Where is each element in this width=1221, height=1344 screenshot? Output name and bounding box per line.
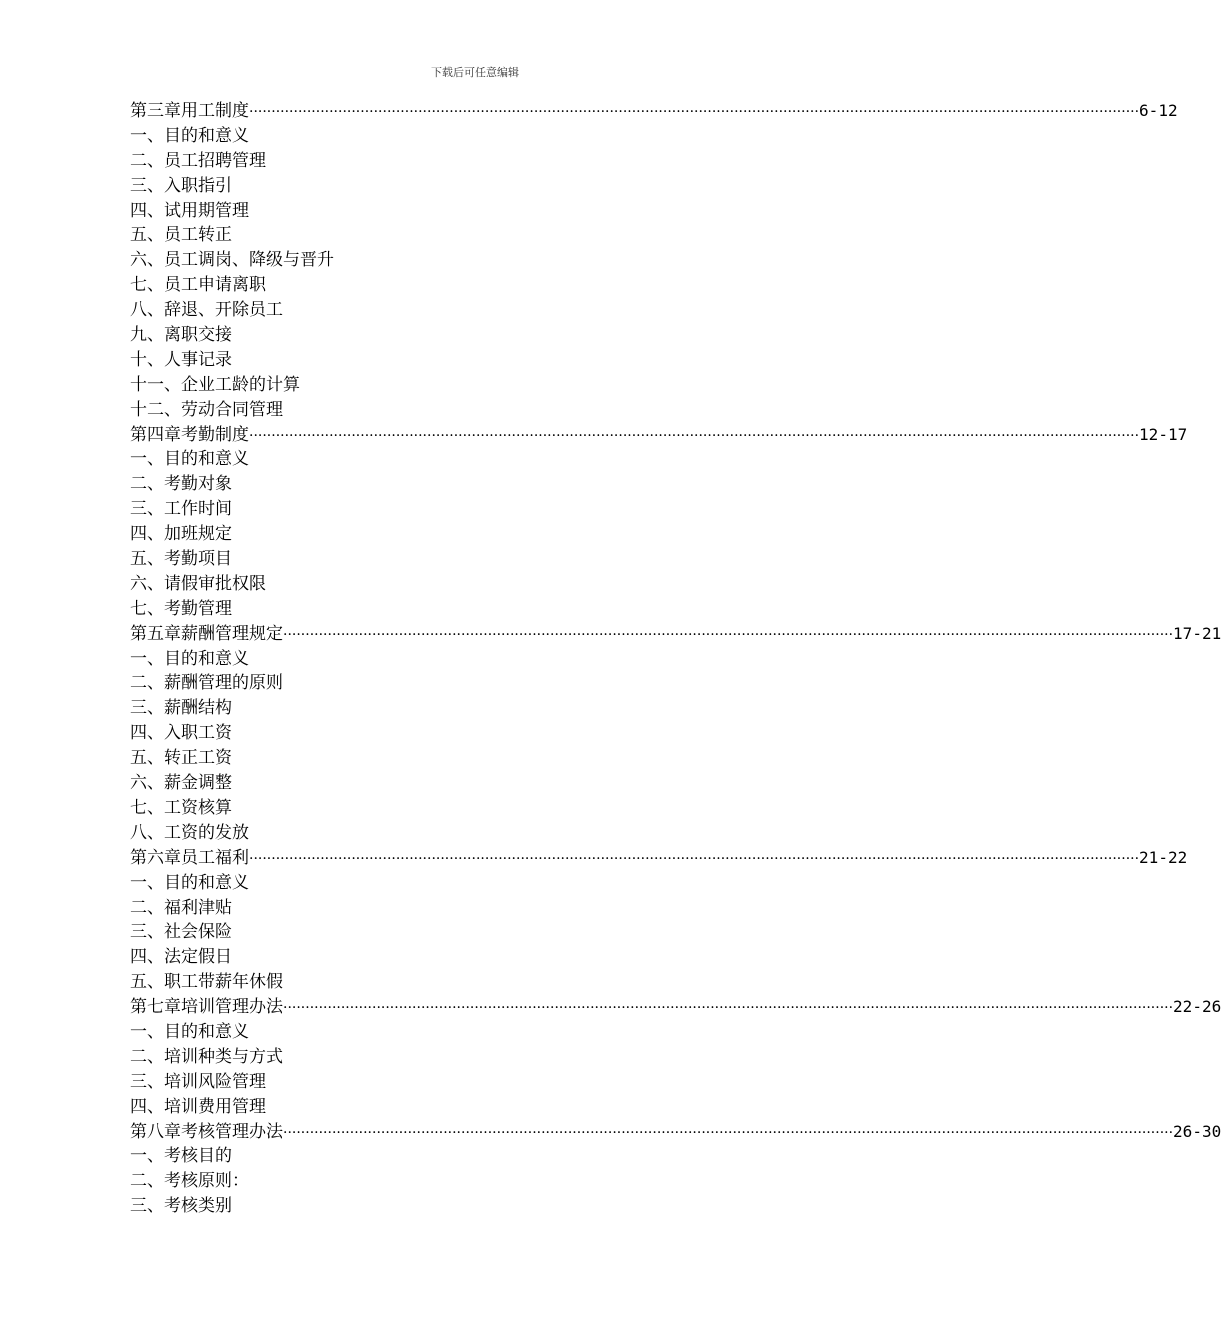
chapter-number: 第六章	[130, 847, 181, 868]
toc-item: 一、目的和意义	[130, 648, 249, 669]
chapter-number: 第四章	[130, 424, 181, 445]
toc-item: 四、法定假日	[130, 947, 232, 968]
toc-item: 三、社会保险	[130, 922, 232, 943]
toc-item: 六、薪金调整	[130, 773, 232, 794]
toc-item: 一、目的和意义	[130, 1021, 249, 1042]
toc-item: 一、考核目的	[130, 1146, 232, 1167]
chapter-title: 考勤制度	[181, 424, 249, 445]
toc-item: 十一、企业工龄的计算	[130, 374, 300, 395]
chapter-pages: 26-30	[1173, 1121, 1221, 1141]
toc-item: 七、工资核算	[130, 797, 232, 818]
chapter-title: 考核管理办法	[181, 1121, 283, 1142]
toc-item: 三、工作时间	[130, 499, 232, 520]
toc-item: 六、员工调岗、降级与晋升	[130, 250, 334, 271]
toc-item: 五、转正工资	[130, 748, 232, 769]
toc-item: 四、加班规定	[130, 524, 232, 545]
dot-leader: ········································································································································································································	[283, 1000, 1174, 1017]
toc-item: 三、入职指引	[130, 175, 232, 196]
toc-item: 二、员工招聘管理	[130, 150, 266, 171]
toc-chapter	[130, 846, 1188, 871]
toc-item: 一、目的和意义	[130, 872, 249, 893]
page-header: 下载后可任意编辑	[431, 66, 519, 79]
toc-item: 六、请假审批权限	[130, 573, 266, 594]
toc-item: 五、职工带薪年休假	[130, 972, 283, 993]
toc-item: 二、培训种类与方式	[130, 1046, 283, 1067]
chapter-title: 薪酬管理规定	[181, 623, 283, 644]
toc-item: 五、员工转正	[130, 225, 232, 246]
chapter-pages: 21-22	[1139, 847, 1188, 867]
toc-item: 二、薪酬管理的原则	[130, 673, 283, 694]
dot-leader: ········································································································································································································	[249, 104, 1140, 120]
chapter-number: 第七章	[130, 997, 181, 1018]
dot-leader: ········································································································································································································	[249, 427, 1140, 444]
toc-item: 一、目的和意义	[130, 125, 249, 146]
chapter-title: 培训管理办法	[181, 997, 283, 1018]
toc-chapter	[130, 99, 1178, 124]
toc-chapter	[130, 423, 1188, 448]
toc-item: 九、离职交接	[130, 325, 232, 346]
toc-item: 三、考核类别	[130, 1196, 232, 1217]
dot-leader: ········································································································································································································	[283, 626, 1174, 643]
toc-chapter	[130, 995, 1221, 1020]
chapter-pages: 12-17	[1139, 424, 1188, 444]
chapter-pages: 22-26	[1173, 997, 1221, 1017]
toc-item: 十、人事记录	[130, 349, 232, 370]
chapter-title: 员工福利	[181, 847, 249, 868]
toc-item: 二、福利津贴	[130, 897, 232, 918]
toc-item: 二、考勤对象	[130, 474, 232, 495]
toc-item: 十二、劳动合同管理	[130, 399, 283, 420]
toc-chapter	[130, 1120, 1221, 1145]
toc-item: 三、培训风险管理	[130, 1071, 266, 1092]
toc-item: 四、培训费用管理	[130, 1096, 266, 1117]
toc-item: 七、考勤管理	[130, 598, 232, 619]
toc-item: 五、考勤项目	[130, 549, 232, 570]
chapter-title: 用工制度	[181, 101, 249, 121]
toc-item: 七、员工申请离职	[130, 275, 266, 296]
dot-leader: ········································································································································································································	[283, 1124, 1174, 1141]
toc-item: 八、工资的发放	[130, 822, 249, 843]
toc-item: 八、辞退、开除员工	[130, 300, 283, 321]
toc-chapter	[130, 622, 1221, 647]
toc-item: 四、试用期管理	[130, 200, 249, 221]
toc-item: 四、入职工资	[130, 723, 232, 744]
chapter-number: 第三章	[130, 101, 181, 121]
chapter-number: 第八章	[130, 1121, 181, 1142]
toc-item: 二、考核原则：	[130, 1171, 249, 1192]
chapter-pages: 17-21	[1173, 623, 1221, 643]
dot-leader: ········································································································································································································	[249, 850, 1140, 867]
chapter-pages: 6-12	[1139, 101, 1178, 120]
chapter-number: 第五章	[130, 623, 181, 644]
table-of-contents	[130, 99, 1221, 1219]
toc-item: 三、薪酬结构	[130, 698, 232, 719]
toc-item: 一、目的和意义	[130, 449, 249, 470]
